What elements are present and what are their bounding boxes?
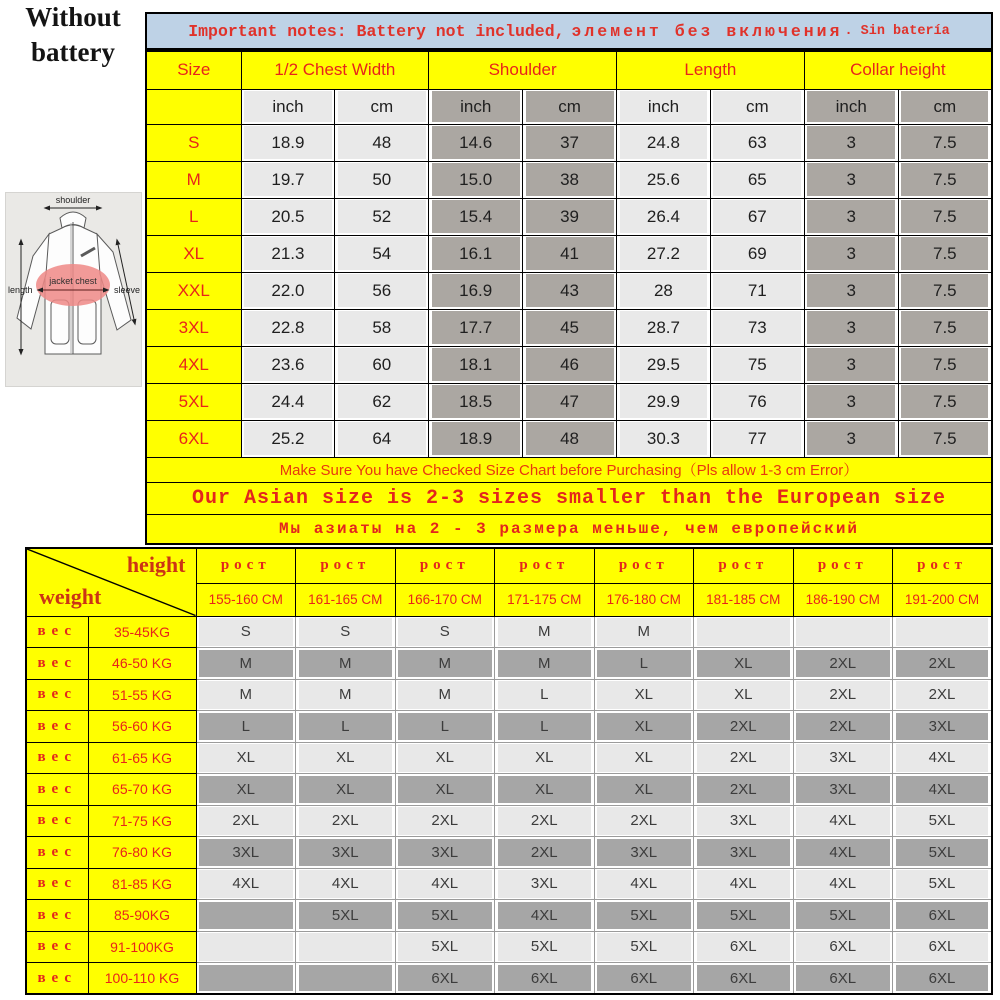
note-asian-size-en: Our Asian size is 2-3 sizes smaller than the European size (146, 482, 992, 514)
size-value-cell: 20.5 (241, 198, 335, 235)
weight-range-cell: 100-110 KG (88, 963, 196, 995)
matrix-size-cell: M (495, 648, 595, 680)
col-header-collar: Collar height (804, 51, 992, 89)
size-value-cell: 7.5 (898, 346, 992, 383)
matrix-size-cell: 2XL (594, 805, 694, 837)
matrix-size-cell: 6XL (793, 963, 893, 995)
ves-row-header: вес (26, 805, 88, 837)
ves-row-header: вес (26, 868, 88, 900)
matrix-size-cell: 5XL (893, 805, 993, 837)
ves-row-header: вес (26, 679, 88, 711)
ves-row-header: вес (26, 648, 88, 680)
height-range-header: 166-170 CM (395, 583, 495, 616)
size-label-cell: XXL (146, 272, 241, 309)
matrix-size-cell: L (495, 711, 595, 743)
size-value-cell: 3 (804, 161, 898, 198)
height-label: height (126, 552, 186, 577)
matrix-size-cell: 5XL (893, 868, 993, 900)
weight-range-cell: 35-45KG (88, 616, 196, 648)
matrix-size-cell: 4XL (196, 868, 296, 900)
size-value-cell: 39 (523, 198, 617, 235)
weight-range-cell: 71-75 KG (88, 805, 196, 837)
size-value-cell: 37 (523, 124, 617, 161)
size-value-cell: 3 (804, 272, 898, 309)
size-value-cell: 27.2 (617, 235, 711, 272)
size-value-cell: 62 (335, 383, 429, 420)
matrix-size-cell: 4XL (893, 742, 993, 774)
matrix-size-cell (694, 616, 794, 648)
size-value-cell: 47 (523, 383, 617, 420)
size-value-cell: 22.8 (241, 309, 335, 346)
size-value-cell: 67 (710, 198, 804, 235)
rost-header: рост (495, 548, 595, 583)
matrix-size-cell: XL (196, 774, 296, 806)
size-label-cell: S (146, 124, 241, 161)
size-table (145, 50, 993, 545)
matrix-size-cell: 3XL (893, 711, 993, 743)
matrix-size-cell: 4XL (793, 837, 893, 869)
matrix-size-cell: 5XL (495, 931, 595, 963)
matrix-size-cell (196, 900, 296, 932)
weight-range-cell: 76-80 KG (88, 837, 196, 869)
size-value-cell: 48 (335, 124, 429, 161)
matrix-size-cell: M (395, 679, 495, 711)
matrix-size-cell: 4XL (793, 868, 893, 900)
matrix-size-cell: XL (296, 774, 396, 806)
matrix-size-cell: 4XL (296, 868, 396, 900)
size-value-cell: 77 (710, 420, 804, 457)
matrix-size-cell: 4XL (495, 900, 595, 932)
matrix-size-cell: 5XL (395, 931, 495, 963)
height-range-header: 171-175 CM (495, 583, 595, 616)
matrix-corner-cell (26, 548, 196, 616)
matrix-size-cell: 3XL (196, 837, 296, 869)
rost-header: рост (793, 548, 893, 583)
unit-inch: inch (617, 89, 711, 124)
jacket-chest-label: jacket chest (49, 276, 97, 286)
without-battery-line1: Without (25, 2, 121, 32)
unit-inch: inch (429, 89, 523, 124)
size-value-cell: 45 (523, 309, 617, 346)
ves-row-header: вес (26, 837, 88, 869)
unit-cm: cm (335, 89, 429, 124)
rost-header: рост (893, 548, 993, 583)
size-value-cell: 25.2 (241, 420, 335, 457)
banner-text-en: Important notes: Battery not included, (188, 21, 565, 41)
rost-header: рост (196, 548, 296, 583)
matrix-size-cell: 3XL (694, 805, 794, 837)
matrix-size-cell: M (196, 679, 296, 711)
matrix-size-cell: 3XL (793, 742, 893, 774)
size-value-cell: 46 (523, 346, 617, 383)
size-value-cell: 18.5 (429, 383, 523, 420)
jacket-diagram (5, 192, 142, 390)
matrix-size-cell: 2XL (196, 805, 296, 837)
size-value-cell: 71 (710, 272, 804, 309)
matrix-size-cell: XL (395, 742, 495, 774)
matrix-size-cell: 2XL (694, 711, 794, 743)
matrix-size-cell: 2XL (495, 837, 595, 869)
matrix-size-cell: 3XL (694, 837, 794, 869)
matrix-size-cell: M (196, 648, 296, 680)
matrix-size-cell: 5XL (793, 900, 893, 932)
size-value-cell: 15.0 (429, 161, 523, 198)
size-value-cell: 28 (617, 272, 711, 309)
height-range-header: 191-200 CM (893, 583, 993, 616)
size-value-cell: 38 (523, 161, 617, 198)
size-value-cell: 48 (523, 420, 617, 457)
matrix-size-cell: 5XL (296, 900, 396, 932)
size-value-cell: 24.4 (241, 383, 335, 420)
unit-inch: inch (241, 89, 335, 124)
matrix-size-cell: 2XL (793, 648, 893, 680)
matrix-size-cell: M (495, 616, 595, 648)
size-value-cell: 3 (804, 346, 898, 383)
size-value-cell: 18.1 (429, 346, 523, 383)
matrix-size-cell: L (395, 711, 495, 743)
height-range-header: 176-180 CM (594, 583, 694, 616)
size-value-cell: 3 (804, 383, 898, 420)
size-value-cell: 7.5 (898, 235, 992, 272)
size-value-cell: 76 (710, 383, 804, 420)
size-value-cell: 24.8 (617, 124, 711, 161)
weight-range-cell: 51-55 KG (88, 679, 196, 711)
size-value-cell: 3 (804, 198, 898, 235)
matrix-size-cell: 2XL (395, 805, 495, 837)
weight-range-cell: 85-90KG (88, 900, 196, 932)
rost-header: рост (594, 548, 694, 583)
matrix-size-cell (196, 963, 296, 995)
matrix-size-cell: 2XL (495, 805, 595, 837)
matrix-size-cell: 4XL (893, 774, 993, 806)
height-range-header: 186-190 CM (793, 583, 893, 616)
size-value-cell: 7.5 (898, 309, 992, 346)
important-notes-banner (145, 12, 993, 50)
matrix-size-cell (296, 931, 396, 963)
size-value-cell: 23.6 (241, 346, 335, 383)
size-value-cell: 56 (335, 272, 429, 309)
matrix-size-cell: 6XL (793, 931, 893, 963)
matrix-size-cell: S (395, 616, 495, 648)
size-value-cell: 22.0 (241, 272, 335, 309)
size-value-cell: 69 (710, 235, 804, 272)
size-label-cell: XL (146, 235, 241, 272)
size-value-cell: 15.4 (429, 198, 523, 235)
matrix-size-cell: 4XL (395, 868, 495, 900)
ves-row-header: вес (26, 711, 88, 743)
matrix-size-cell: 3XL (594, 837, 694, 869)
unit-cm: cm (710, 89, 804, 124)
size-value-cell: 16.1 (429, 235, 523, 272)
matrix-size-cell (196, 931, 296, 963)
length-label: length (8, 285, 33, 295)
size-value-cell: 54 (335, 235, 429, 272)
matrix-size-cell: 3XL (495, 868, 595, 900)
size-value-cell: 43 (523, 272, 617, 309)
matrix-size-cell: XL (594, 774, 694, 806)
ves-row-header: вес (26, 616, 88, 648)
empty-corner-cell (146, 89, 241, 124)
sleeve-label: sleeve (113, 285, 140, 295)
size-value-cell: 73 (710, 309, 804, 346)
matrix-size-cell: L (594, 648, 694, 680)
matrix-size-cell: L (495, 679, 595, 711)
matrix-size-cell: 2XL (694, 742, 794, 774)
matrix-size-cell: 5XL (594, 931, 694, 963)
size-value-cell: 7.5 (898, 124, 992, 161)
matrix-size-cell (893, 616, 993, 648)
matrix-size-cell: 4XL (793, 805, 893, 837)
matrix-size-cell: 6XL (893, 931, 993, 963)
weight-range-cell: 61-65 KG (88, 742, 196, 774)
matrix-size-cell: XL (495, 742, 595, 774)
height-range-header: 181-185 CM (694, 583, 794, 616)
ves-row-header: вес (26, 900, 88, 932)
without-battery-line2: battery (31, 37, 115, 67)
size-value-cell: 64 (335, 420, 429, 457)
matrix-size-cell: XL (395, 774, 495, 806)
matrix-size-cell: 4XL (694, 868, 794, 900)
size-value-cell: 18.9 (429, 420, 523, 457)
ves-row-header: вес (26, 931, 88, 963)
height-range-header: 155-160 CM (196, 583, 296, 616)
matrix-size-cell: 6XL (694, 963, 794, 995)
matrix-size-cell: XL (594, 711, 694, 743)
height-range-header: 161-165 CM (296, 583, 396, 616)
without-battery-title (0, 0, 146, 70)
size-label-cell: 3XL (146, 309, 241, 346)
col-header-shoulder: Shoulder (429, 51, 617, 89)
size-value-cell: 30.3 (617, 420, 711, 457)
size-label-cell: 4XL (146, 346, 241, 383)
size-value-cell: 3 (804, 235, 898, 272)
rost-header: рост (694, 548, 794, 583)
unit-cm: cm (898, 89, 992, 124)
matrix-size-cell: 5XL (395, 900, 495, 932)
size-value-cell: 16.9 (429, 272, 523, 309)
matrix-size-cell: 6XL (594, 963, 694, 995)
matrix-size-cell: L (296, 711, 396, 743)
matrix-size-cell: XL (594, 679, 694, 711)
size-value-cell: 29.9 (617, 383, 711, 420)
note-check-size-chart: Make Sure You have Checked Size Chart before Purchasing（Pls allow 1-3 cm Error） (146, 457, 992, 482)
weight-range-cell: 46-50 KG (88, 648, 196, 680)
size-value-cell: 3 (804, 124, 898, 161)
col-header-length: Length (617, 51, 805, 89)
height-weight-matrix-table (25, 547, 993, 995)
size-value-cell: 58 (335, 309, 429, 346)
matrix-size-cell: 5XL (893, 837, 993, 869)
matrix-size-cell: 2XL (793, 679, 893, 711)
matrix-size-cell: 6XL (495, 963, 595, 995)
matrix-size-cell: 2XL (893, 679, 993, 711)
ves-row-header: вес (26, 774, 88, 806)
matrix-size-cell: M (296, 648, 396, 680)
matrix-size-cell: 5XL (594, 900, 694, 932)
ves-row-header: вес (26, 742, 88, 774)
size-value-cell: 7.5 (898, 272, 992, 309)
col-header-chest: 1/2 Chest Width (241, 51, 429, 89)
unit-cm: cm (523, 89, 617, 124)
size-value-cell: 60 (335, 346, 429, 383)
size-value-cell: 7.5 (898, 383, 992, 420)
size-value-cell: 21.3 (241, 235, 335, 272)
rost-header: рост (296, 548, 396, 583)
size-value-cell: 75 (710, 346, 804, 383)
size-value-cell: 17.7 (429, 309, 523, 346)
matrix-size-cell: 3XL (793, 774, 893, 806)
matrix-size-cell: XL (495, 774, 595, 806)
size-label-cell: 5XL (146, 383, 241, 420)
matrix-size-cell: 3XL (395, 837, 495, 869)
matrix-size-cell: XL (694, 679, 794, 711)
size-value-cell: 28.7 (617, 309, 711, 346)
size-label-cell: M (146, 161, 241, 198)
matrix-size-cell: M (395, 648, 495, 680)
size-label-cell: 6XL (146, 420, 241, 457)
ves-row-header: вес (26, 963, 88, 995)
matrix-size-cell: XL (296, 742, 396, 774)
matrix-size-cell (296, 963, 396, 995)
size-value-cell: 29.5 (617, 346, 711, 383)
matrix-size-cell: 2XL (694, 774, 794, 806)
weight-label: weight (39, 583, 102, 609)
size-value-cell: 18.9 (241, 124, 335, 161)
size-value-cell: 7.5 (898, 161, 992, 198)
size-value-cell: 26.4 (617, 198, 711, 235)
matrix-size-cell: 6XL (893, 900, 993, 932)
size-value-cell: 14.6 (429, 124, 523, 161)
col-header-size: Size (146, 51, 241, 89)
matrix-size-cell: 5XL (694, 900, 794, 932)
matrix-size-cell: 6XL (694, 931, 794, 963)
matrix-size-cell: L (196, 711, 296, 743)
matrix-size-cell: M (296, 679, 396, 711)
size-label-cell: L (146, 198, 241, 235)
unit-inch: inch (804, 89, 898, 124)
weight-range-cell: 91-100KG (88, 931, 196, 963)
note-asian-size-ru: Мы азиаты на 2 - 3 размера меньше, чем европейский (146, 514, 992, 544)
size-value-cell: 7.5 (898, 420, 992, 457)
banner-text-es: . Sin batería (844, 23, 950, 39)
rost-header: рост (395, 548, 495, 583)
size-value-cell: 50 (335, 161, 429, 198)
matrix-size-cell: 2XL (793, 711, 893, 743)
size-value-cell: 63 (710, 124, 804, 161)
size-value-cell: 3 (804, 309, 898, 346)
matrix-size-cell: XL (694, 648, 794, 680)
matrix-size-cell: 3XL (296, 837, 396, 869)
matrix-size-cell: 6XL (395, 963, 495, 995)
matrix-size-cell: 6XL (893, 963, 993, 995)
shoulder-label: shoulder (55, 195, 91, 205)
size-value-cell: 52 (335, 198, 429, 235)
weight-range-cell: 65-70 KG (88, 774, 196, 806)
banner-text-ru: элемент без включения (571, 21, 843, 41)
matrix-size-cell: 2XL (296, 805, 396, 837)
size-value-cell: 65 (710, 161, 804, 198)
weight-range-cell: 56-60 KG (88, 711, 196, 743)
matrix-size-cell: XL (196, 742, 296, 774)
matrix-size-cell: XL (594, 742, 694, 774)
size-value-cell: 3 (804, 420, 898, 457)
matrix-size-cell: 2XL (893, 648, 993, 680)
matrix-size-cell: S (196, 616, 296, 648)
size-value-cell: 25.6 (617, 161, 711, 198)
matrix-size-cell: S (296, 616, 396, 648)
size-value-cell: 19.7 (241, 161, 335, 198)
size-value-cell: 41 (523, 235, 617, 272)
matrix-size-cell (793, 616, 893, 648)
matrix-size-cell: M (594, 616, 694, 648)
size-value-cell: 7.5 (898, 198, 992, 235)
matrix-size-cell: 4XL (594, 868, 694, 900)
weight-range-cell: 81-85 KG (88, 868, 196, 900)
